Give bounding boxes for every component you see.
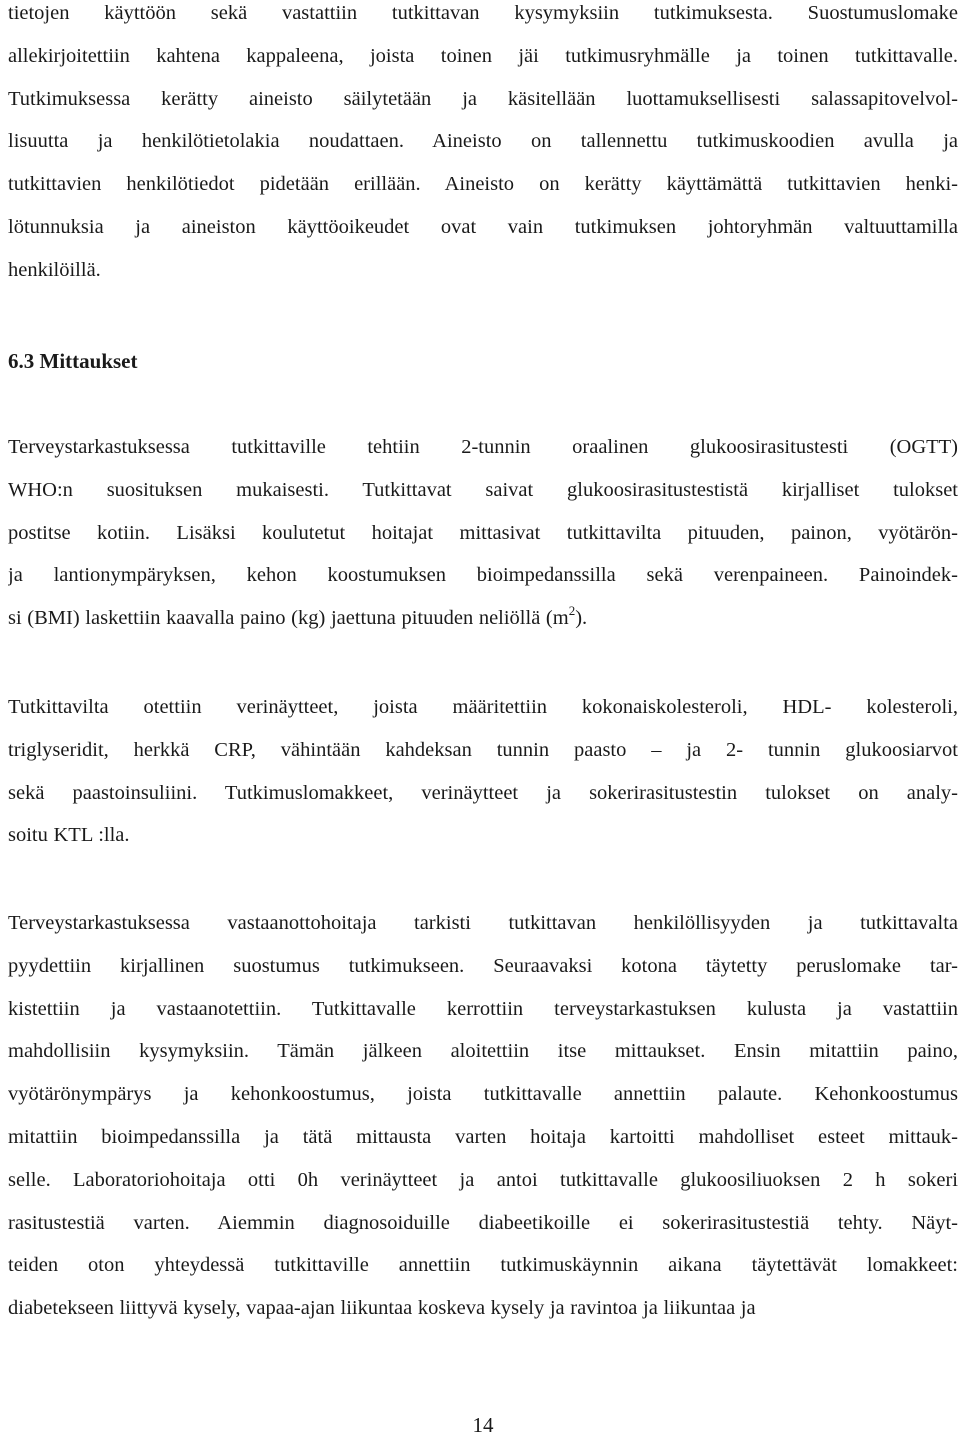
text-line: rasitustestiä varten. Aiemmin diagnosoiduille diabeetikoille ei sokerirasitustestiä tehty. Näyt- [8,1211,958,1234]
text-line: soitu KTL :lla. [8,824,130,847]
text-line: WHO:n suosituksen mukaisesti. Tutkittavat saivat glukoosirasitustestistä kirjalliset tulokset [8,478,958,501]
text-line: Terveystarkastuksessa tutkittaville tehtiin 2-tunnin oraalinen glukoosirasitustesti (OGTT) [8,436,958,458]
text-line: postitse kotiin. Lisäksi koulutetut hoitajat mittasivat tutkittavilta pituuden, painon, vyötärön- [8,521,958,544]
text-line: Terveystarkastuksessa vastaanottohoitaja tarkisti tutkittavan henkilöllisyyden ja tutkittavalta [8,912,958,934]
text-line: selle. Laboratoriohoitaja otti 0h verinäytteet ja antoi tutkittavalle glukoosiliuoksen 2 h sokeri [8,1168,958,1191]
superscript: 2 [568,603,576,619]
text-line: lötunnuksia ja aineiston käyttöoikeudet ovat vain tutkimuksen johtoryhmän valtuuttamilla [8,215,958,238]
paragraph-data-handling [8,0,958,292]
section-heading: 6.3 Mittaukset [8,349,138,373]
text-line: mahdollisiin kysymyksiin. Tämän jälkeen aloitettiin itse mittaukset. Ensin mitattiin paino, [8,1040,958,1063]
text-fragment: ). [575,607,588,630]
text-line [8,597,958,640]
text-line: vyötärönympärys ja kehonkoostumus, joista tutkittavalle annettiin palaute. Kehonkoostumus [8,1083,958,1106]
text-fragment: si (BMI) laskettiin kaavalla paino (kg) jaettuna pituuden neliöllä (m [8,607,569,630]
text-line: teiden oton yhteydessä tutkittaville annettiin tutkimuskäynnin aikana täytettävät lomakkeet: [8,1254,958,1277]
text-line: diabetekseen liittyvä kysely, vapaa-ajan liikuntaa koskeva kysely ja ravintoa ja liikuntaa ja [8,1297,756,1320]
text-line: henkilöillä. [8,258,101,281]
text-line: tietojen käyttöön sekä vastattiin tutkittavan kysymyksiin tutkimuksesta. Suostumuslomake [8,2,958,24]
text-line: mitattiin bioimpedanssilla ja tätä mittausta varten hoitaja kartoitti mahdolliset esteet mittauk- [8,1125,958,1148]
text-line: ja lantionympäryksen, kehon koostumuksen bioimpedanssilla sekä verenpaineen. Painoindek- [8,564,958,587]
text-line: lisuutta ja henkilötietolakia noudattaen. Aineisto on tallennettu tutkimuskoodien avulla ja [8,130,958,153]
text-line: allekirjoitettiin kahtena kappaleena, joista toinen jäi tutkimusryhmälle ja toinen tutkittavalle. [8,44,958,67]
text-line: sekä paastoinsuliini. Tutkimuslomakkeet, verinäytteet ja sokerirasitustestin tulokset on analy- [8,781,958,804]
paragraph-blood-samples [8,686,958,857]
paragraph-procedure [8,902,958,1330]
text-line: pyydettiin kirjallinen suostumus tutkimukseen. Seuraavaksi kotona täytetty peruslomake tar- [8,954,958,977]
page-number: 14 [472,1413,494,1437]
text-line: Tutkittavilta otettiin verinäytteet, joista määritettiin kokonaiskolesteroli, HDL- kolesteroli, [8,696,958,718]
text-line: kistettiin ja vastaanotettiin. Tutkittavalle kerrottiin terveystarkastuksen kulusta ja vastattiin [8,997,958,1020]
text-line: tutkittavien henkilötiedot pidetään erillään. Aineisto on kerätty käyttämättä tutkittavien henki- [8,173,958,196]
paragraph-measurements [8,426,958,640]
text-line: Tutkimuksessa kerätty aineisto säilytetään ja käsitellään luottamuksellisesti salassapitovelvol- [8,87,958,110]
text-line: triglyseridit, herkkä CRP, vähintään kahdeksan tunnin paasto – ja 2- tunnin glukoosiarvot [8,738,958,761]
document-page [8,0,958,1440]
